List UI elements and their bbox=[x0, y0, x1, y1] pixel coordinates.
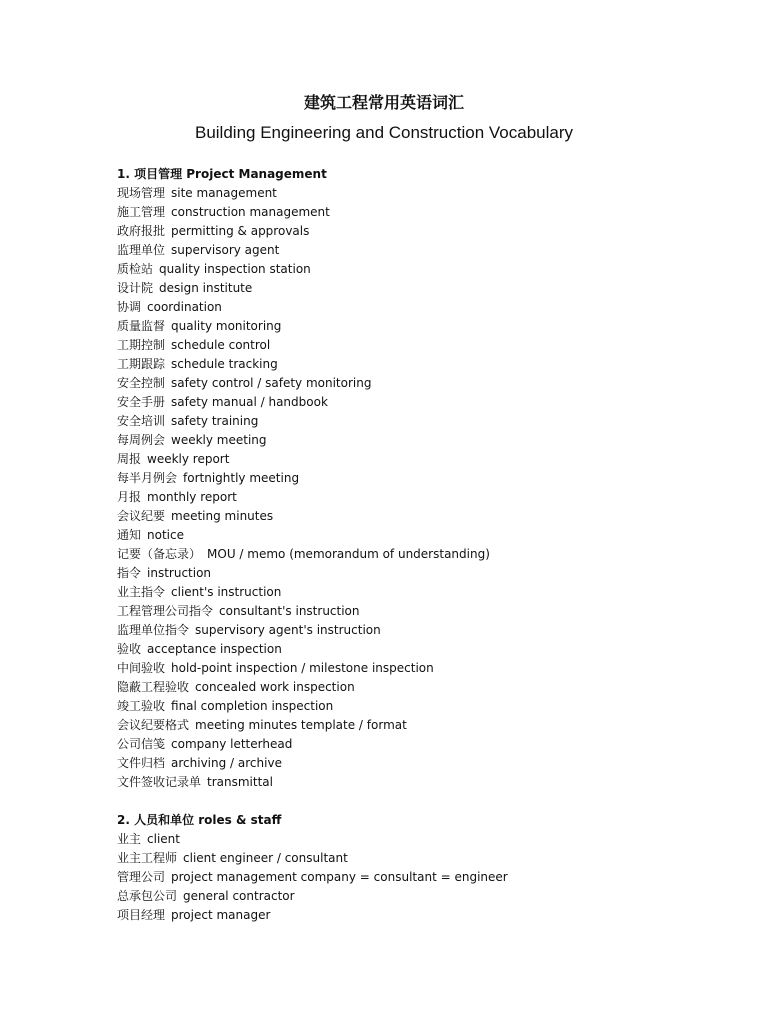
section-heading: 2. 人员和单位 roles & staff bbox=[117, 813, 282, 827]
term-english: meeting minutes bbox=[171, 509, 274, 523]
term-chinese: 月报 bbox=[117, 490, 142, 504]
term-english: safety control / safety monitoring bbox=[171, 376, 372, 390]
term-chinese: 监理单位 bbox=[117, 243, 166, 257]
term-english: schedule tracking bbox=[171, 357, 278, 371]
vocabulary-term bbox=[117, 203, 737, 222]
vocabulary-term bbox=[117, 336, 737, 355]
term-chinese: 设计院 bbox=[117, 281, 154, 295]
term-chinese: 验收 bbox=[117, 642, 142, 656]
term-chinese: 质检站 bbox=[117, 262, 154, 276]
term-chinese: 工期控制 bbox=[117, 338, 166, 352]
vocabulary-term bbox=[117, 906, 737, 925]
vocabulary-term bbox=[117, 659, 737, 678]
vocabulary-term bbox=[117, 773, 737, 792]
term-chinese: 工期跟踪 bbox=[117, 357, 166, 371]
document-title-english: Building Engineering and Construction Vocabulary bbox=[194, 123, 574, 142]
vocabulary-term bbox=[117, 393, 737, 412]
section-heading: 1. 项目管理 Project Management bbox=[117, 167, 327, 181]
term-chinese: 施工管理 bbox=[117, 205, 166, 219]
vocabulary-term bbox=[117, 241, 737, 260]
term-chinese: 监理单位指令 bbox=[117, 623, 190, 637]
term-chinese: 中间验收 bbox=[117, 661, 166, 675]
term-english: safety manual / handbook bbox=[171, 395, 328, 409]
vocabulary-term bbox=[117, 583, 737, 602]
term-chinese: 业主 bbox=[117, 832, 142, 846]
term-english: monthly report bbox=[147, 490, 237, 504]
term-english: instruction bbox=[147, 566, 212, 580]
term-english: client's instruction bbox=[171, 585, 282, 599]
section-project-management bbox=[117, 165, 737, 792]
vocabulary-term bbox=[117, 412, 737, 431]
vocabulary-term bbox=[117, 887, 737, 906]
vocabulary-term bbox=[117, 830, 737, 849]
vocabulary-term bbox=[117, 602, 737, 621]
term-english: MOU / memo (memorandum of understanding) bbox=[207, 547, 490, 561]
term-chinese: 每半月例会 bbox=[117, 471, 178, 485]
term-chinese: 会议纪要格式 bbox=[117, 718, 190, 732]
vocabulary-term bbox=[117, 564, 737, 583]
vocabulary-term bbox=[117, 697, 737, 716]
term-english: final completion inspection bbox=[171, 699, 334, 713]
term-chinese: 文件签收记录单 bbox=[117, 775, 202, 789]
term-chinese: 工程管理公司指令 bbox=[117, 604, 214, 618]
term-chinese: 总承包公司 bbox=[117, 889, 178, 903]
vocabulary-term bbox=[117, 640, 737, 659]
term-chinese: 项目经理 bbox=[117, 908, 166, 922]
term-chinese: 协调 bbox=[117, 300, 142, 314]
term-chinese: 安全手册 bbox=[117, 395, 166, 409]
vocabulary-term bbox=[117, 355, 737, 374]
term-chinese: 业主工程师 bbox=[117, 851, 178, 865]
term-chinese: 周报 bbox=[117, 452, 142, 466]
vocabulary-term bbox=[117, 298, 737, 317]
term-english: weekly meeting bbox=[171, 433, 267, 447]
term-english: safety training bbox=[171, 414, 259, 428]
term-chinese: 现场管理 bbox=[117, 186, 166, 200]
term-english: quality inspection station bbox=[159, 262, 311, 276]
term-english: supervisory agent's instruction bbox=[195, 623, 381, 637]
term-chinese: 业主指令 bbox=[117, 585, 166, 599]
term-english: transmittal bbox=[207, 775, 273, 789]
vocabulary-term bbox=[117, 260, 737, 279]
term-english: quality monitoring bbox=[171, 319, 282, 333]
vocabulary-term bbox=[117, 431, 737, 450]
term-list bbox=[117, 830, 737, 925]
term-chinese: 记要（备忘录） bbox=[117, 547, 202, 561]
vocabulary-term bbox=[117, 716, 737, 735]
vocabulary-term bbox=[117, 317, 737, 336]
document-title-chinese: 建筑工程常用英语词汇 bbox=[303, 93, 464, 112]
term-chinese: 公司信笺 bbox=[117, 737, 166, 751]
term-chinese: 管理公司 bbox=[117, 870, 166, 884]
term-english: site management bbox=[171, 186, 277, 200]
term-english: project management company = consultant = engineer bbox=[171, 870, 508, 884]
term-chinese: 政府报批 bbox=[117, 224, 166, 238]
term-english: acceptance inspection bbox=[147, 642, 282, 656]
term-english: project manager bbox=[171, 908, 271, 922]
vocabulary-term bbox=[117, 868, 737, 887]
vocabulary-term bbox=[117, 374, 737, 393]
term-chinese: 安全控制 bbox=[117, 376, 166, 390]
term-english: company letterhead bbox=[171, 737, 293, 751]
vocabulary-term bbox=[117, 279, 737, 298]
vocabulary-term bbox=[117, 545, 737, 564]
section-roles-staff bbox=[117, 811, 737, 925]
term-english: design institute bbox=[159, 281, 253, 295]
term-english: weekly report bbox=[147, 452, 230, 466]
term-english: meeting minutes template / format bbox=[195, 718, 407, 732]
term-english: client engineer / consultant bbox=[183, 851, 348, 865]
vocabulary-term bbox=[117, 735, 737, 754]
vocabulary-term bbox=[117, 507, 737, 526]
vocabulary-term bbox=[117, 849, 737, 868]
vocabulary-term bbox=[117, 469, 737, 488]
term-english: client bbox=[147, 832, 180, 846]
term-english: schedule control bbox=[171, 338, 271, 352]
term-english: general contractor bbox=[183, 889, 295, 903]
term-english: concealed work inspection bbox=[195, 680, 355, 694]
term-chinese: 每周例会 bbox=[117, 433, 166, 447]
term-chinese: 会议纪要 bbox=[117, 509, 166, 523]
term-english: fortnightly meeting bbox=[183, 471, 300, 485]
vocabulary-term bbox=[117, 184, 737, 203]
term-english: permitting & approvals bbox=[171, 224, 310, 238]
term-chinese: 指令 bbox=[117, 566, 142, 580]
term-english: archiving / archive bbox=[171, 756, 282, 770]
term-english: hold-point inspection / milestone inspection bbox=[171, 661, 434, 675]
term-chinese: 竣工验收 bbox=[117, 699, 166, 713]
term-chinese: 安全培训 bbox=[117, 414, 166, 428]
vocabulary-term bbox=[117, 526, 737, 545]
vocabulary-term bbox=[117, 222, 737, 241]
term-english: notice bbox=[147, 528, 184, 542]
term-chinese: 质量监督 bbox=[117, 319, 166, 333]
vocabulary-term bbox=[117, 450, 737, 469]
vocabulary-term bbox=[117, 754, 737, 773]
term-english: construction management bbox=[171, 205, 330, 219]
vocabulary-term bbox=[117, 488, 737, 507]
vocabulary-term bbox=[117, 621, 737, 640]
term-english: supervisory agent bbox=[171, 243, 280, 257]
vocabulary-term bbox=[117, 678, 737, 697]
term-english: coordination bbox=[147, 300, 222, 314]
term-chinese: 文件归档 bbox=[117, 756, 166, 770]
term-chinese: 隐蔽工程验收 bbox=[117, 680, 190, 694]
term-list bbox=[117, 184, 737, 792]
term-english: consultant's instruction bbox=[219, 604, 360, 618]
term-chinese: 通知 bbox=[117, 528, 142, 542]
